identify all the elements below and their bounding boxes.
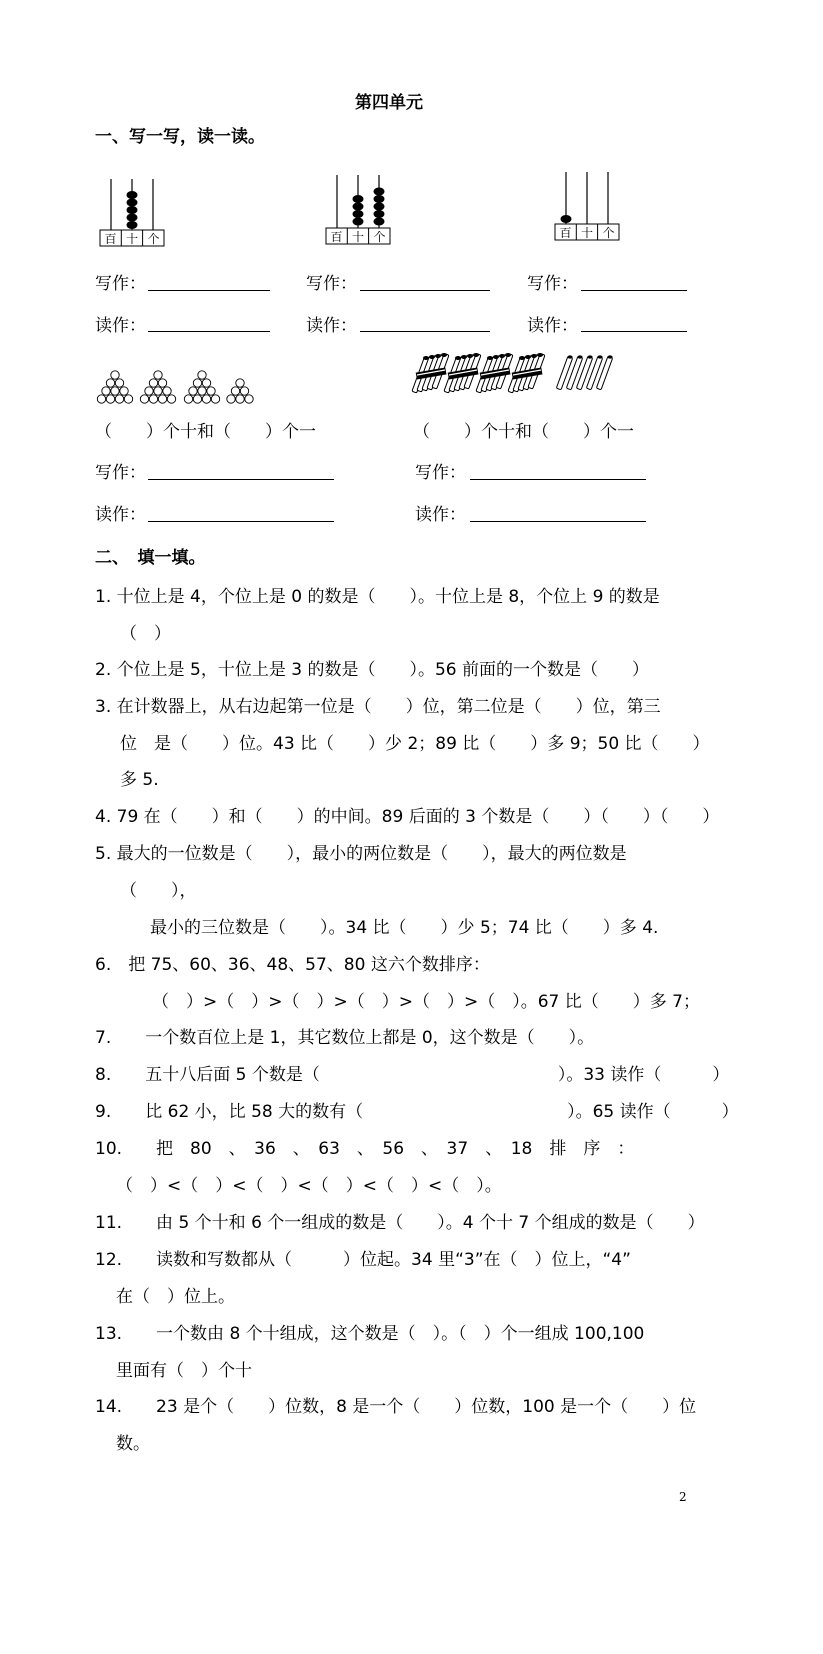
q13-line-b: 里面有（ ）个十 xyxy=(116,1361,252,1381)
read-blank-3[interactable] xyxy=(581,331,687,332)
loose-balls xyxy=(227,379,253,403)
abacus-3-hundreds-beads xyxy=(561,215,572,223)
page-title: 第四单元 xyxy=(355,93,423,113)
abacus-1-label-tens: 十 xyxy=(125,232,139,246)
read-label-2: 读作： xyxy=(306,316,357,336)
read-blank-4[interactable] xyxy=(148,521,334,522)
read-label-4: 读作： xyxy=(95,505,146,525)
q3-line-b: 位 是（ ）位。43 比（ ）少 2；89 比（ ）多 9；50 比（ ） xyxy=(120,734,710,754)
write-label-2: 写作： xyxy=(306,274,357,294)
abacus-3 xyxy=(555,172,619,244)
loose-sticks xyxy=(556,355,612,389)
abacus-1-label-ones: 个 xyxy=(147,232,160,246)
q5-line-c: 最小的三位数是（ ）。34 比（ ）少 5；74 比（ ）多 4. xyxy=(150,918,659,938)
abacus-2-label-hundreds: 百 xyxy=(330,230,343,244)
abacus-3-label-ones: 个 xyxy=(602,226,615,240)
read-blank-1[interactable] xyxy=(148,331,270,332)
abacus-3-label-hundreds: 百 xyxy=(559,226,572,240)
q1-line-a: 1. 十位上是 4，个位上是 0 的数是（ ）。十位上是 8，个位上 9 的数是 xyxy=(95,587,660,607)
q9-line: 9. 比 62 小，比 58 大的数有（ ）。65 读作（ ） xyxy=(95,1102,739,1122)
q6-line-a: 6. 把 75、60、36、48、57、80 这六个数排序： xyxy=(95,955,490,975)
write-blank-3[interactable] xyxy=(581,290,687,291)
write-blank-1[interactable] xyxy=(148,290,270,291)
q11-line: 11. 由 5 个十和 6 个一组成的数是（ ）。4 个十 7 个组成的数是（ ） xyxy=(95,1213,705,1233)
q14-line-a: 14. 23 是个（ ）位数，8 是一个（ ）位数，100 是一个（ ）位 xyxy=(95,1397,697,1417)
q6-line-b: （ ）>（ ）>（ ）>（ ）>（ ）>（ ）。67 比（ ）多 7； xyxy=(152,992,700,1012)
q3-line-a: 3. 在计数器上，从右边起第一位是（ ）位，第二位是（ ）位，第三 xyxy=(95,697,661,717)
read-blank-2[interactable] xyxy=(360,331,490,332)
read-label-3: 读作： xyxy=(527,316,578,336)
counting-question-balls: （ ）个十和（ ）个一 xyxy=(95,422,316,442)
write-blank-5[interactable] xyxy=(470,479,646,480)
stick-bundles xyxy=(414,348,614,396)
counting-question-sticks: （ ）个十和（ ）个一 xyxy=(413,422,634,442)
abacus-2-label-tens: 十 xyxy=(351,230,365,244)
q1-line-b: （ ） xyxy=(120,624,171,644)
section1-heading: 一、写一写，读一读。 xyxy=(95,127,265,147)
page-number: 2 xyxy=(679,1490,687,1504)
q12-line-a: 12. 读数和写数都从（ ）位起。34 里“3”在（ ）位上，“4” xyxy=(95,1250,631,1270)
q5-line-b: （ ）， xyxy=(120,881,197,901)
abacus-2 xyxy=(326,175,390,247)
q4-line: 4. 79 在（ ）和（ ）的中间。89 后面的 3 个数是（ ）（ ）（ ） xyxy=(95,807,720,827)
abacus-1-label-hundreds: 百 xyxy=(104,232,117,246)
abacus-2-ones-beads xyxy=(374,188,385,226)
abacus-2-tens-beads xyxy=(353,195,364,226)
write-label-5: 写作： xyxy=(415,463,466,483)
section2-heading: 二、 填一填。 xyxy=(95,548,206,568)
write-blank-2[interactable] xyxy=(360,290,490,291)
read-label-1: 读作： xyxy=(95,316,146,336)
write-blank-4[interactable] xyxy=(148,479,334,480)
q5-line-a: 5. 最大的一位数是（ ），最小的两位数是（ ），最大的两位数是 xyxy=(95,844,627,864)
abacus-2-label-ones: 个 xyxy=(373,230,386,244)
q12-line-b: 在（ ）位上。 xyxy=(116,1287,235,1307)
write-label-4: 写作： xyxy=(95,463,146,483)
read-label-5: 读作： xyxy=(415,505,466,525)
q3-line-c: 多 5. xyxy=(120,770,159,790)
q2-line: 2. 个位上是 5，十位上是 3 的数是（ ）。56 前面的一个数是（ ） xyxy=(95,660,650,680)
q10-line-b: （ ）<（ ）<（ ）<（ ）<（ ）<（ ）。 xyxy=(116,1176,502,1196)
abacus-1 xyxy=(100,175,164,247)
ball-pyramids xyxy=(98,370,258,404)
write-label-1: 写作： xyxy=(95,274,146,294)
q7-line: 7. 一个数百位上是 1，其它数位上都是 0，这个数是（ ）。 xyxy=(95,1028,595,1048)
write-label-3: 写作： xyxy=(527,274,578,294)
q13-line-a: 13. 一个数由 8 个十组成，这个数是（ ）。（ ）个一组成 100,100 xyxy=(95,1324,645,1344)
abacus-3-label-tens: 十 xyxy=(580,226,594,240)
q10-line-a: 10. 把 80 、 36 、 63 、 56 、 37 、 18 排 序 ： xyxy=(95,1139,635,1159)
q14-line-b: 数。 xyxy=(116,1434,150,1454)
abacus-1-tens-beads xyxy=(127,191,138,229)
read-blank-5[interactable] xyxy=(470,521,646,522)
q8-line: 8. 五十八后面 5 个数是（ ）。33 读作（ ） xyxy=(95,1065,730,1085)
